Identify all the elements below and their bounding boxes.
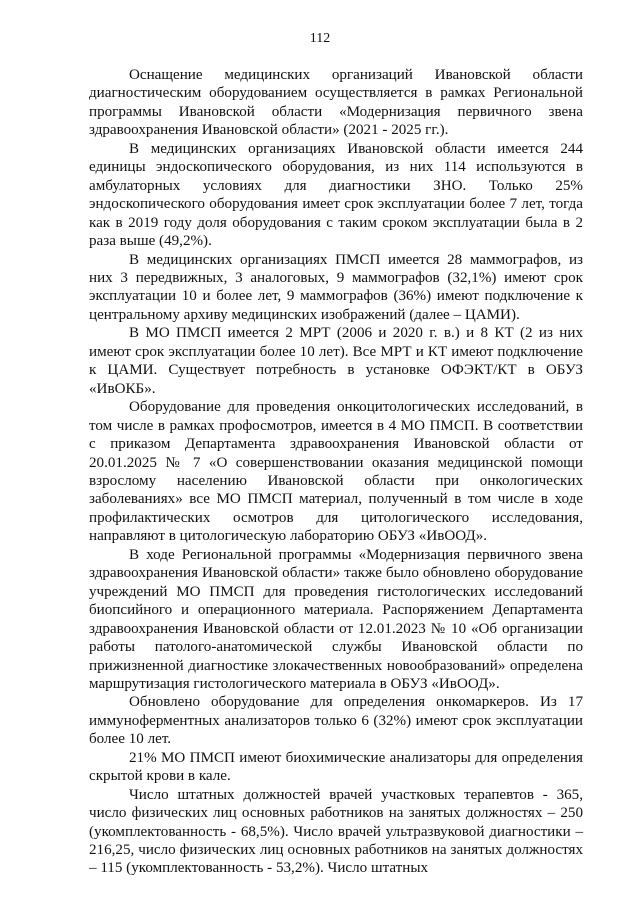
paragraph-oncomarkers: Обновлено оборудование для определения онкомаркеров. Из 17 иммуноферментных анализаторов только 6 (32%) имеют срок эксплуатации более 10 лет. — [89, 694, 583, 748]
paragraph-equipment-program: Оснащение медицинских организаций Ивановской области диагностическим оборудованием осуществляется в рамках Региональной программы Ивановской области «Модернизация первичного звена здравоохранения Ивановской области» (2021 - 2025 гг.). — [89, 67, 583, 139]
paragraph-endoscopic-equipment: В медицинских организациях Ивановской области имеется 244 единицы эндоскопического оборудования, из них 114 используются в амбулаторных условиях для диагностики ЗНО. Только 25% эндоскопического оборудования имеет срок эксплуатации более 7 лет, тогда как в 2019 году доля оборудования с таким сроком эксплуатации была в 2 раза выше (49,2%). — [89, 140, 583, 250]
paragraph-biochemical-analyzers: 21% МО ПМСП имеют биохимические анализаторы для определения скрытой крови в кале. — [89, 749, 583, 785]
paragraph-histology: В ходе Региональной программы «Модернизация первичного звена здравоохранения Ивановской области» также было обновлено оборудование учреждений МО ПМСП для проведения гистологических исследований биопсийного и операционного материала. Распоряжением Департамента здравоохранения Ивановской области от 12.01.2023 № 10 «Об организации работы патолого-анатомической службы Ивановской области по прижизненной диагностике злокачественных новообразований» определена маршрутизация гистологического материала в ОБУЗ «ИвООД». — [89, 546, 583, 692]
page-number: 112 — [309, 31, 331, 46]
document-body — [89, 66, 583, 878]
paragraph-mri-ct: В МО ПМСП имеется 2 МРТ (2006 и 2020 г. в.) и 8 КТ (2 из них имеют срок эксплуатации более 10 лет). Все МРТ и КТ имеют подключение к ЦАМИ. Существует потребность в установке ОФЭКТ/КТ в ОБУЗ «ИвОКБ». — [89, 325, 583, 397]
paragraph-mammographs: В медицинских организациях ПМСП имеется 28 маммографов, из них 3 передвижных, 3 аналоговых, 9 маммографов (32,1%) имеют срок эксплуатации 10 и более лет, 9 маммографов (36%) имеют подключение к центральному архиву медицинских изображений (далее – ЦАМИ). — [89, 251, 583, 323]
paragraph-staffing: Число штатных должностей врачей участковых терапевтов - 365, число физических лиц основных работников на занятых должностях – 250 (укомплектованность - 68,5%). Число врачей ультразвуковой диагностики – 216,25, число физических лиц основных работников на занятых должностях – 115 (укомплектованность - 53,2%). Число штатных — [89, 786, 583, 877]
paragraph-oncocytology: Оборудование для проведения онкоцитологических исследований, в том числе в рамках профосмотров, имеется в 4 МО ПМСП. В соответствии с приказом Департамента здравоохранения Ивановской области от 20.01.2025 № 7 «О совершенствовании оказания медицинской помощи взрослому населению Ивановской области при онкологических заболеваниях» все МО ПМСП материал, полученный в том числе в ходе профилактических осмотров для цитологического исследования, направляют в цитологическую лабораторию ОБУЗ «ИвООД». — [89, 399, 583, 545]
